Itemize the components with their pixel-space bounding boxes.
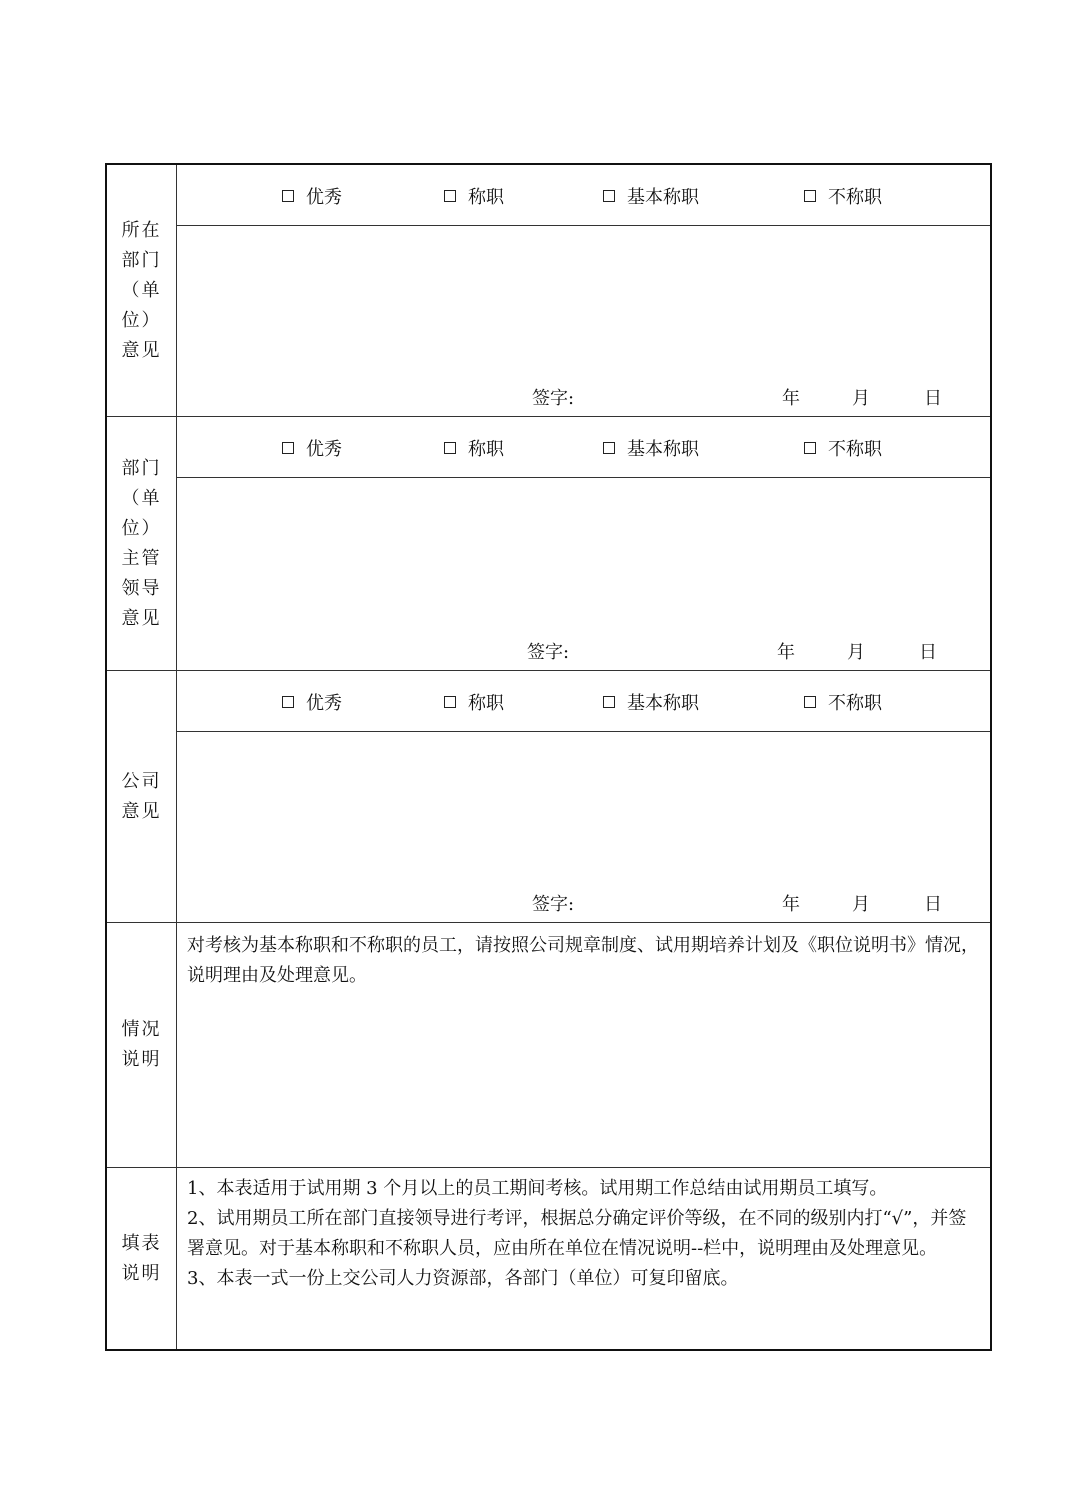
section-content [177, 165, 990, 416]
month-label: 月 [847, 642, 865, 663]
rating-option-label: 称职 [468, 187, 504, 208]
rating-option-incompetent[interactable] [804, 435, 882, 461]
section-label: 填表说明 [121, 1232, 162, 1284]
checkbox-icon[interactable] [804, 190, 816, 202]
year-label: 年 [777, 642, 795, 663]
situation-note: 对考核为基本称职和不称职的员工，请按照公司规章制度、试用期培养计划及《职位说明书》情况，说明理由及处理意见。 [187, 935, 979, 986]
checkbox-icon[interactable] [282, 442, 294, 454]
rating-option-basically-competent[interactable] [603, 183, 699, 209]
section-label: 所在部门（单位）意见 [121, 219, 162, 361]
section-label-cell [107, 1168, 177, 1349]
rating-options-row [177, 165, 990, 226]
rating-option-label: 基本称职 [627, 187, 699, 208]
checkbox-icon[interactable] [282, 190, 294, 202]
section-label-cell [107, 165, 177, 416]
checkbox-icon[interactable] [282, 696, 294, 708]
rating-options-row [177, 417, 990, 478]
instruction-item: 3、本表一式一份上交公司人力资源部，各部门（单位）可复印留底。 [187, 1268, 739, 1289]
rating-option-competent[interactable] [444, 689, 504, 715]
rating-option-label: 称职 [468, 693, 504, 714]
instruction-item: 2、试用期员工所在部门直接领导进行考评，根据总分确定评价等级，在不同的级别内打“√”，并签署意见。对于基本称职和不称职人员，应由所在单位在情况说明--栏中，说明理由及处理意见。 [187, 1208, 967, 1259]
section-content [177, 671, 990, 922]
year-label: 年 [782, 894, 800, 915]
section-label-cell [107, 923, 177, 1167]
rating-option-label: 称职 [468, 439, 504, 460]
rating-option-label: 不称职 [828, 693, 882, 714]
signature-label: 签字: [527, 642, 570, 663]
rating-option-competent[interactable] [444, 435, 504, 461]
rating-option-incompetent[interactable] [804, 689, 882, 715]
section-label-cell [107, 671, 177, 922]
section-situation [107, 923, 990, 1168]
rating-option-label: 优秀 [306, 187, 342, 208]
checkbox-icon[interactable] [444, 442, 456, 454]
year-label: 年 [782, 388, 800, 409]
section-label: 公司意见 [121, 770, 162, 822]
rating-option-excellent[interactable] [282, 435, 342, 461]
instruction-item: 1、本表适用于试用期 3 个月以上的员工期间考核。试用期工作总结由试用期员工填写。 [187, 1178, 888, 1199]
section-label: 情况说明 [121, 1019, 162, 1070]
signature-label: 签字: [532, 388, 575, 409]
checkbox-icon[interactable] [603, 696, 615, 708]
rating-option-label: 不称职 [828, 439, 882, 460]
section-label-cell [107, 417, 177, 670]
rating-option-competent[interactable] [444, 183, 504, 209]
rating-option-incompetent[interactable] [804, 183, 882, 209]
checkbox-icon[interactable] [444, 696, 456, 708]
section-company-opinion [107, 671, 990, 923]
rating-options-row [177, 671, 990, 732]
checkbox-icon[interactable] [804, 442, 816, 454]
checkbox-icon[interactable] [804, 696, 816, 708]
checkbox-icon[interactable] [603, 442, 615, 454]
rating-option-label: 优秀 [306, 693, 342, 714]
rating-option-label: 不称职 [828, 187, 882, 208]
section-instructions [107, 1168, 990, 1349]
evaluation-form-table [105, 163, 992, 1351]
day-label: 日 [924, 894, 942, 915]
rating-option-excellent[interactable] [282, 689, 342, 715]
section-label: 部门（单位）主管领导意见 [121, 457, 162, 629]
day-label: 日 [919, 642, 937, 663]
rating-option-excellent[interactable] [282, 183, 342, 209]
month-label: 月 [852, 388, 870, 409]
signature-label: 签字: [532, 894, 575, 915]
rating-option-basically-competent[interactable] [603, 435, 699, 461]
checkbox-icon[interactable] [444, 190, 456, 202]
rating-option-label: 基本称职 [627, 439, 699, 460]
section-content [177, 417, 990, 670]
instructions-list [177, 1168, 990, 1294]
section-supervisor-opinion [107, 417, 990, 671]
situation-content[interactable] [177, 923, 990, 1167]
rating-option-label: 基本称职 [627, 693, 699, 714]
day-label: 日 [924, 388, 942, 409]
rating-option-label: 优秀 [306, 439, 342, 460]
section-department-opinion [107, 165, 990, 417]
rating-option-basically-competent[interactable] [603, 689, 699, 715]
month-label: 月 [852, 894, 870, 915]
checkbox-icon[interactable] [603, 190, 615, 202]
instructions-content [177, 1168, 990, 1349]
